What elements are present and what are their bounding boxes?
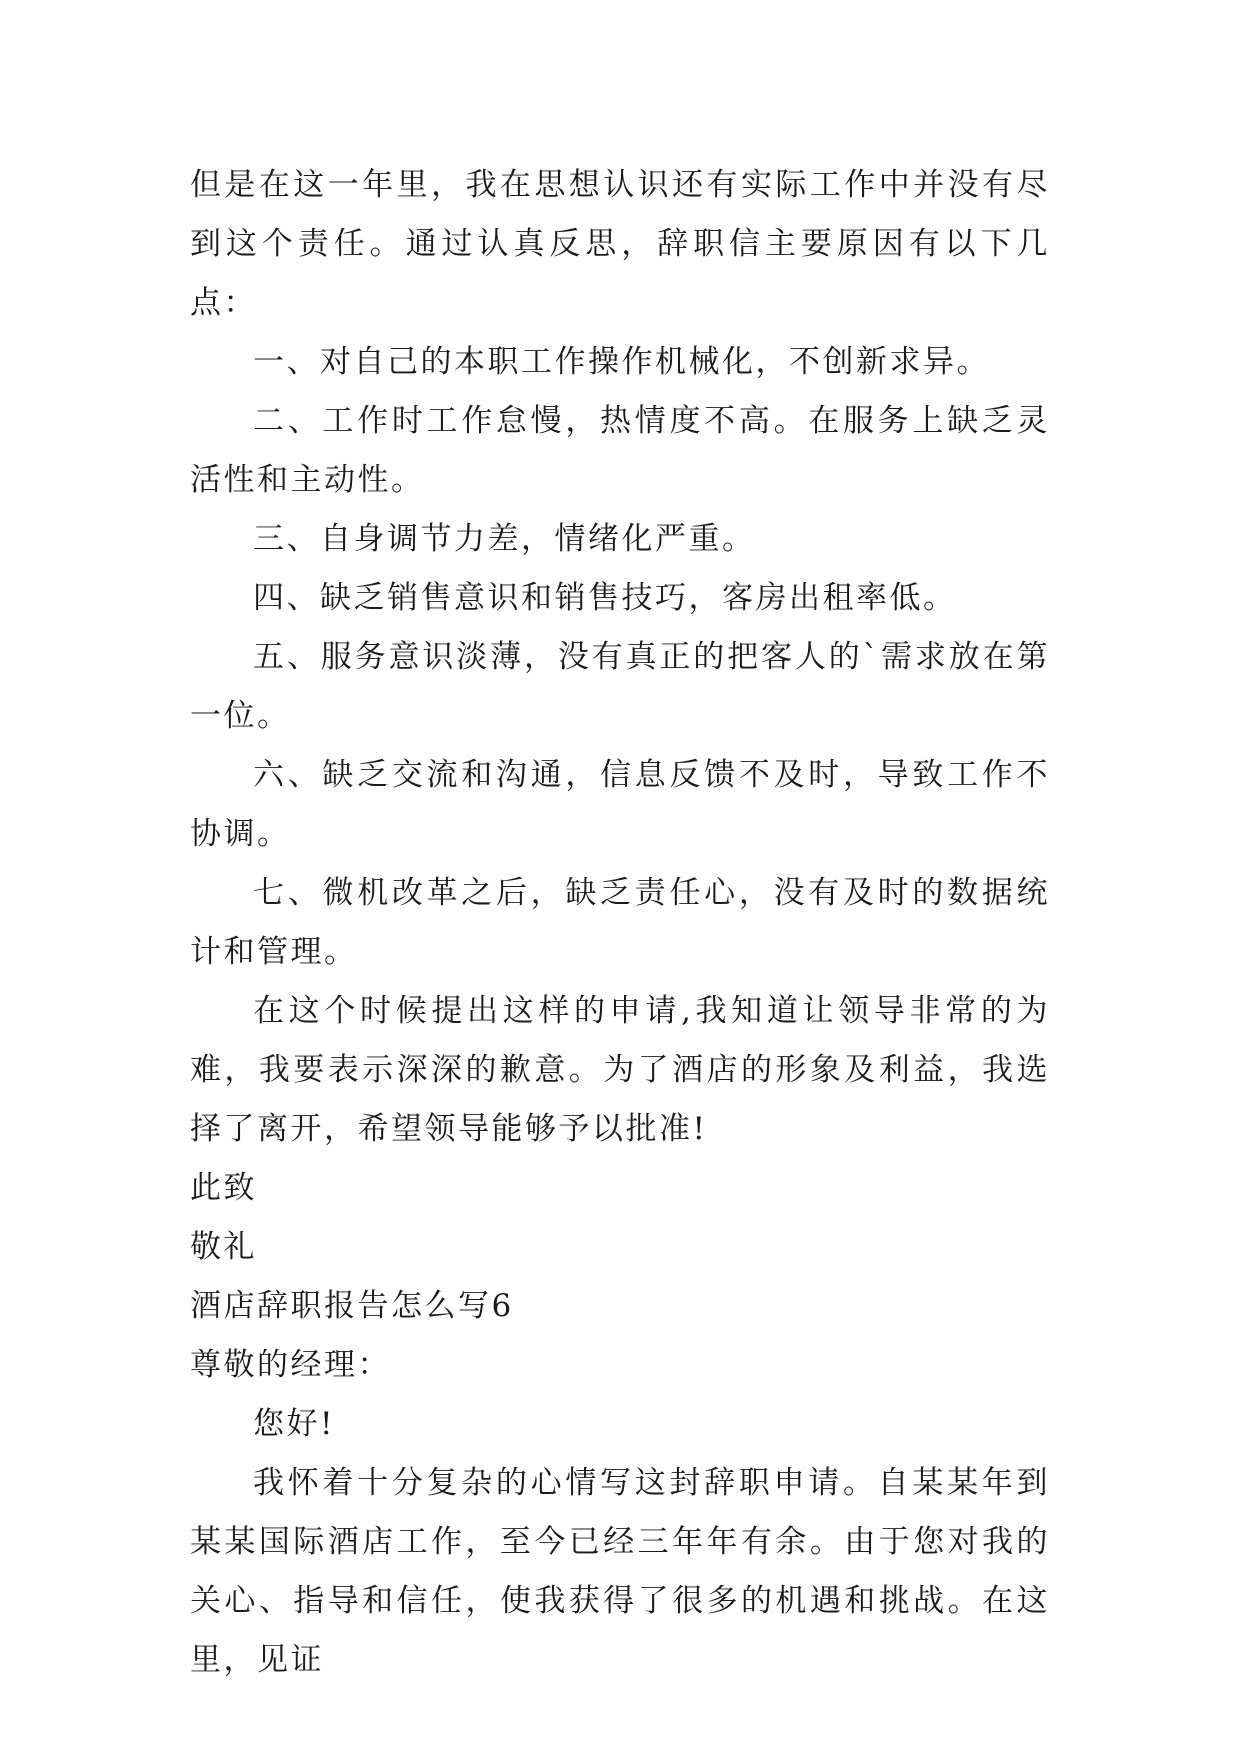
greeting: 您好! xyxy=(253,1406,335,1442)
closing-cizhi: 此致 xyxy=(190,1170,257,1206)
paragraph-reason-5: 五、服务意识淡薄，没有真正的把客人的`需求放在第一位。 xyxy=(190,639,1050,734)
section-title: 酒店辞职报告怎么写6 xyxy=(190,1288,514,1324)
paragraph-reason-3: 三、自身调节力差，情绪化严重。 xyxy=(253,521,756,557)
paragraph-reason-2: 二、工作时工作怠慢，热情度不高。在服务上缺乏灵活性和主动性。 xyxy=(190,403,1050,498)
paragraph-reason-1: 一、对自己的本职工作操作机械化，不创新求异。 xyxy=(253,344,990,380)
paragraph-apology: 在这个时候提出这样的申请,我知道让领导非常的为难，我要表示深深的歉意。为了酒店的形象及利益，我选择了离开，希望领导能够予以批准! xyxy=(190,993,1050,1147)
paragraph-letter-body: 我怀着十分复杂的心情写这封辞职申请。自某某年到某某国际酒店工作，至今已经三年年有余。由于您对我的关心、指导和信任，使我获得了很多的机遇和挑战。在这里，见证 xyxy=(190,1465,1050,1678)
salutation: 尊敬的经理： xyxy=(190,1347,391,1383)
paragraph-reason-6: 六、缺乏交流和沟通，信息反馈不及时，导致工作不协调。 xyxy=(190,757,1050,852)
paragraph-reason-7: 七、微机改革之后，缺乏责任心，没有及时的数据统计和管理。 xyxy=(190,875,1050,970)
paragraph-reasons-intro: 但是在这一年里，我在思想认识还有实际工作中并没有尽到这个责任。通过认真反思，辞职信主要原因有以下几点： xyxy=(190,167,1050,321)
paragraph-reason-4: 四、缺乏销售意识和销售技巧，客房出租率低。 xyxy=(253,580,957,616)
document-body xyxy=(190,156,1050,1690)
closing-jingli: 敬礼 xyxy=(190,1229,257,1265)
